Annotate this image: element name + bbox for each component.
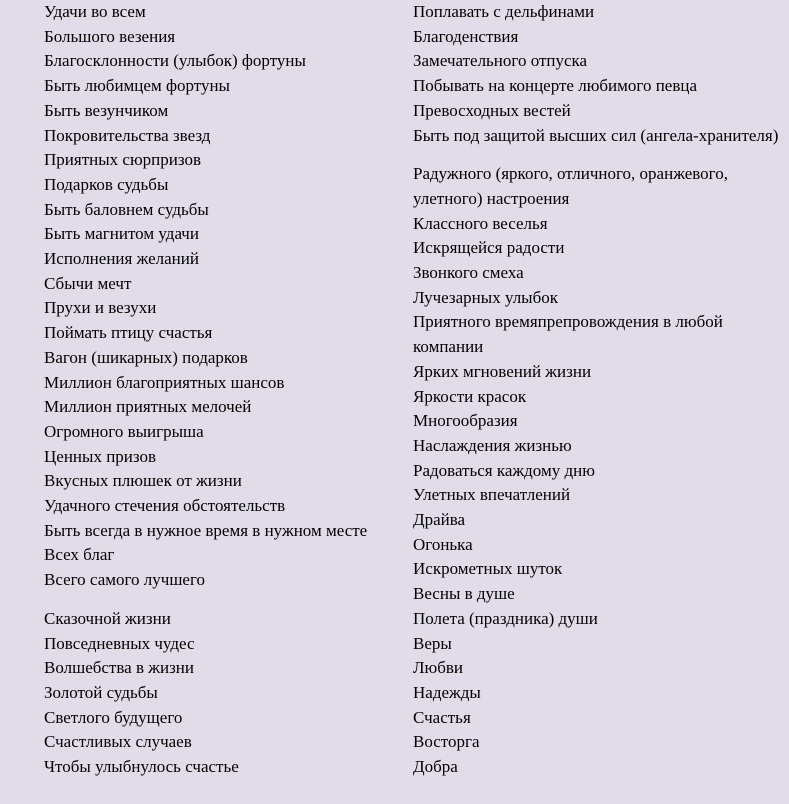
wish-item: Быть под защитой высших сил (ангела-хранителя) (413, 125, 779, 145)
wish-item: Повседневных чудес (44, 633, 195, 653)
wish-item: Надежды (413, 682, 481, 702)
wish-item: Быть везунчиком (44, 100, 169, 120)
wish-item: Всего самого лучшего (44, 570, 206, 590)
wish-item: Вкусных плюшек от жизни (44, 471, 242, 491)
wish-item: Огонька (413, 534, 473, 554)
left-wish-column (44, 0, 394, 780)
wish-item: Удачи во всем (44, 2, 146, 21)
wish-item: Сбычи мечт (44, 273, 132, 293)
wish-item: Быть баловнем судьбы (44, 199, 209, 219)
wish-item: Быть всегда в нужное время в нужном месте (44, 520, 368, 540)
wish-item: Поймать птицу счастья (44, 323, 213, 343)
wish-item: Золотой судьбы (44, 682, 158, 702)
wish-item: Наслаждения жизнью (413, 435, 572, 455)
wish-item: Драйва (413, 510, 466, 530)
wish-item: Быть магнитом удачи (44, 224, 199, 244)
wish-item: Лучезарных улыбок (413, 287, 559, 307)
wish-item: Превосходных вестей (413, 100, 571, 120)
wish-item: Многообразия (413, 411, 518, 431)
wish-item: Покровительства звезд (44, 125, 211, 145)
wish-item: Улетных впечатлений (413, 485, 571, 505)
wish-item: Искрометных шуток (413, 559, 563, 579)
wish-item: Огромного выигрыша (44, 421, 204, 441)
wish-item: Сказочной жизни (44, 608, 171, 628)
wish-item: Звонкого смеха (413, 263, 524, 283)
wish-item: Счастливых случаев (44, 732, 192, 752)
wish-item: Приятного времяпрепровождения в любой компании (413, 312, 723, 357)
wish-item: Побывать на концерте любимого певца (413, 76, 698, 96)
wish-item: Ценных призов (44, 446, 157, 466)
wish-item: Веры (413, 633, 452, 653)
wish-item: Благоденствия (413, 26, 519, 46)
wish-item: Благосклонности (улыбок) фортуны (44, 51, 306, 71)
wish-item: Радужного (яркого, отличного, оранжевого, улетного) настроения (413, 164, 728, 208)
wish-item: Прухи и везухи (44, 298, 157, 318)
wish-item: Искрящейся радости (413, 238, 565, 258)
wish-item: Добра (413, 757, 458, 777)
wish-item: Радоваться каждому дню (413, 460, 595, 480)
wish-item: Счастья (413, 707, 471, 727)
wish-item: Приятных сюрпризов (44, 150, 201, 170)
wish-item: Замечательного отпуска (413, 51, 588, 71)
right-wish-column (413, 0, 785, 780)
wish-item: Большого везения (44, 26, 176, 46)
wish-item: Полета (праздника) души (413, 608, 598, 628)
wish-item: Любви (413, 658, 464, 678)
wish-item: Светлого будущего (44, 707, 183, 727)
wish-item: Чтобы улыбнулось счастье (44, 757, 239, 777)
wish-item: Миллион приятных мелочей (44, 397, 252, 417)
wish-item: Миллион благоприятных шансов (44, 372, 285, 392)
wish-item: Ярких мгновений жизни (413, 361, 592, 381)
wish-item: Яркости красок (413, 386, 527, 406)
wish-item: Вагон (шикарных) подарков (44, 347, 248, 367)
wish-item: Удачного стечения обстоятельств (44, 496, 286, 516)
wish-item: Классного веселья (413, 213, 548, 233)
wish-item: Всех благ (44, 545, 115, 565)
wish-item: Весны в душе (413, 584, 515, 604)
wish-item: Подарков судьбы (44, 174, 169, 194)
wish-item: Восторга (413, 732, 480, 752)
wish-item: Быть любимцем фортуны (44, 76, 230, 96)
wish-item: Волшебства в жизни (44, 658, 194, 678)
wish-item: Исполнения желаний (44, 249, 199, 269)
wish-item: Поплавать с дельфинами (413, 2, 595, 21)
